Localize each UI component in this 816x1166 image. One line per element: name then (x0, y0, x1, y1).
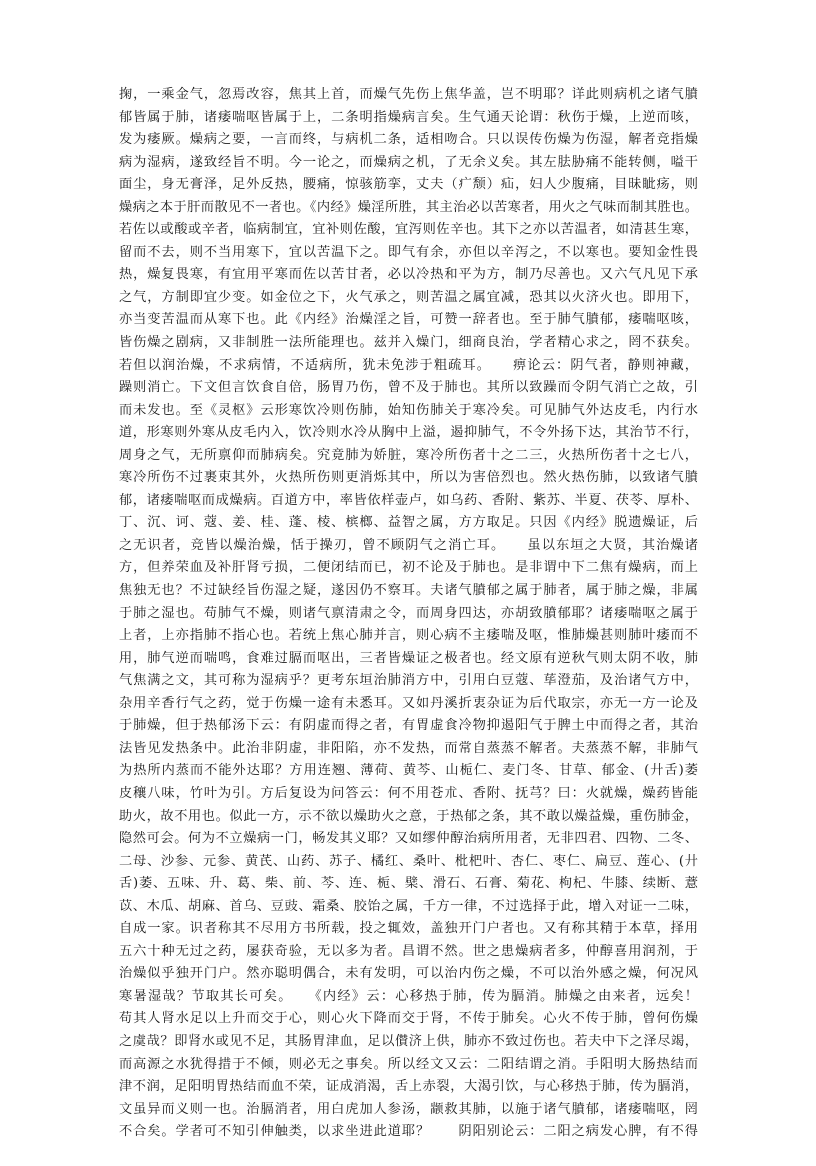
text-line: 苟其人肾水足以上升而交于心，则心火下降而交于肾，不传于肺矣。心火不传于肺，曾何伤燥 (119, 1011, 698, 1027)
text-line: 二母、沙参、元参、黄芪、山药、苏子、橘红、桑叶、枇杷叶、杏仁、枣仁、扁豆、莲心、(廾 (119, 853, 698, 869)
text-line: 助火，故不用也。似此一方，示不欲以燥助火之意，于热郁之条，其不敢以燥益燥，重伤肺金， (119, 808, 698, 824)
text-line: 燥病之本于肝而散见不一者也。《内经》燥淫所胜，其主治必以苦寒者，用火之气味而制其胜也。 (119, 199, 698, 215)
text-line: 治燥似乎独开门户。然亦聪明偶合，未有发明，可以治内伤之燥，不可以治外感之燥，何况风 (119, 966, 698, 982)
text-line: 上者，上亦指肺不指心也。若统上焦心肺并言，则心病不主痿喘及呕，惟肺燥甚则肺叶痿而不 (119, 628, 698, 644)
text-line: 津不润，足阳明胃热结而血不荣，证成消渴，舌上赤裂，大渴引饮，与心移热于肺，传为膈消， (119, 1079, 698, 1095)
text-line: 郁皆属于肺，诸痿喘呕皆属于上，二条明指燥病言矣。生气通天论谓：秋伤于燥，上逆而咳， (119, 109, 698, 125)
text-line: 躁则消亡。下文但言饮食自倍，肠胃乃伤，曾不及于肺也。其所以致躁而令阴气消亡之故，引 (119, 380, 698, 396)
text-line: 寒暑湿哉？节取其长可矣。 《内经》云：心移热于肺，传为膈消。肺燥之由来者，远矣！ (119, 988, 698, 1004)
text-line: 于肺之湿也。苟肺气不燥，则诸气禀清肃之令，而周身四达，亦胡致膹郁耶？诸痿喘呕之属于 (119, 605, 698, 621)
text-line: 留而不去，则不当用寒下，宜以苦温下之。即气有余，亦但以辛泻之，不以寒也。要知金性畏 (119, 244, 698, 260)
text-line: 掬，一乘金气，忽焉改容，焦其上首，而燥气先伤上焦华盖，岂不明耶？详此则病机之诸气膹 (119, 87, 698, 102)
text-line: 用，肺气逆而喘鸣，食难过膈而呕出，三者皆燥证之极者也。经文原有逆秋气则太阴不收，肺 (119, 650, 698, 666)
text-line: 自成一家。识者称其不尽用方书所载，投之辄效，盖独开门户者也。又有称其精于本草，择用 (119, 921, 698, 937)
text-line: 丁、沉、诃、蔻、姜、桂、蓬、棱、槟榔、益智之属，方方取足。只因《内经》脱遗燥证，后 (119, 515, 698, 531)
text-line: 若但以润治燥，不求病情，不适病所，犹未免涉于粗疏耳。 痹论云：阴气者，静则神藏， (119, 357, 698, 373)
text-line: 隐然可会。何为不立燥病一门，畅发其义耶？又如缪仲醇治病所用者，无非四君、四物、二冬、 (119, 831, 698, 847)
text-line: 舌)萎、五味、升、葛、柴、前、芩、连、栀、檗、滑石、石膏、菊花、枸杞、牛膝、续断、薏 (119, 876, 698, 892)
text-line: 苡、木瓜、胡麻、首乌、豆豉、霜桑、胶饴之属，千方一律，不过选择于此，增入对证一二味， (119, 898, 698, 914)
text-line: 之气，方制即宜少变。如金位之下，火气承之，则苦温之属宜减，恐其以火济火也。即用下， (119, 289, 698, 305)
text-line: 不合矣。学者可不知引伸触类，以求坐进此道耶？ 阴阳别论云：二阳之病发心脾，有不得 (119, 1124, 698, 1140)
text-line: 杂用辛香行气之药，觉于伤燥一途有未悉耳。又如丹溪折衷杂证为后代取宗，亦无一方一论及 (119, 695, 698, 711)
text-line: 焦独无也？不过缺经旨伤湿之疑，遂因仍不察耳。夫诸气膹郁之属于肺者，属于肺之燥，非属 (119, 583, 698, 599)
text-line: 发为痿厥。燥病之要，一言而终，与病机二条，适相吻合。只以误传伤燥为伤湿，解者竞指燥 (119, 132, 698, 148)
text-line (119, 1144, 698, 1166)
text-line: 若佐以或酸或辛者，临病制宜，宜补则佐酸，宜泻则佐辛也。其下之亦以苦温者，如清甚生寒， (119, 222, 698, 238)
text-line: 气焦满之文，其可称为湿病乎？更考东垣治肺消方中，引用白豆蔻、荜澄茄，及治诸气方中， (119, 673, 698, 689)
text-line: 面尘，身无膏泽，足外反热，腰痛，惊骇筋挛，丈夫（疒颓）疝，妇人少腹痛，目昧眦疡，则 (119, 177, 698, 193)
text-line: 热，燥复畏寒，有宜用平寒而佐以苦甘者，必以冷热和平为方，制乃尽善也。又六气凡见下承 (119, 267, 698, 283)
text-line: 五六十种无过之药，屡获奇验，无以多为者。昌谓不然。世之患燥病者多，仲醇喜用润剂，于 (119, 943, 698, 959)
document-page (119, 84, 698, 1166)
text-line: 道，形寒则外寒从皮毛内入，饮冷则水冷从胸中上溢，遏抑肺气，不令外扬下达，其治节不行， (119, 425, 698, 441)
text-line: 之虞哉？即肾水或见不足，其肠胃津血，足以儧济上供，肺亦不致过伤也。若夫中下之泽尽竭， (119, 1033, 698, 1049)
text-line: 而未发也。至《灵枢》云形寒饮冷则伤肺，始知伤肺关于寒冷矣。可见肺气外达皮毛，内行水 (119, 402, 698, 418)
text-line: 而高源之水犹得措于不倾，则必无之事矣。所以经文又云：二阳结谓之消。手阳明大肠热结而 (119, 1056, 698, 1072)
text-line: 寒冷所伤不过裹束其外，火热所伤则更消烁其中，所以为害倍烈也。然火热伤肺，以致诸气膹 (119, 470, 698, 486)
text-line: 方，但养荣血及补肝肾亏损，二便闭结而已，初不论及于肺也。是非谓中下二焦有燥病，而上 (119, 560, 698, 576)
text-line: 病为湿病，遂致经旨不明。今一论之，而燥病之机，了无余义矣。其左胠胁痛不能转侧，嗌干 (119, 154, 698, 170)
text-line: 于肺燥，但于热郁汤下云：有阴虚而得之者，有胃虚食冷物抑遏阳气于脾土中而得之者，其治 (119, 718, 698, 734)
text-line: 之无识者，竞皆以燥治燥，恬于操刃，曾不顾阴气之消亡耳。 虽以东垣之大贤，其治燥诸 (119, 537, 698, 553)
text-line: 亦当变苦温而从寒下也。此《内经》治燥淫之旨，可赞一辞者也。至于肺气膹郁，痿喘呕咳， (119, 312, 698, 328)
text-line: 郁，诸痿喘呕而成燥病。百道方中，率皆依样壶卢，如乌药、香附、紫苏、半夏、茯苓、厚朴、 (119, 492, 698, 508)
text-line: 皮穰八味，竹叶为引。方后复设为问答云：何不用苍朮、香附、抚芎？曰：火就燥，燥药皆能 (119, 785, 698, 801)
text-line: 法皆见发热条中。此治非阴虚，非阳陷，亦不发热，而常自蒸蒸不解者。夫蒸蒸不解，非肺气 (119, 740, 698, 756)
text-line: 为热所内蒸而不能外达耶？方用连翘、薄荷、黄芩、山栀仁、麦门冬、甘草、郁金、(廾舌)萎 (119, 763, 698, 779)
text-line: 皆伤燥之剧病，又非制胜一法所能理也。兹并入燥门，细商良治，学者精心求之，罔不获矣。 (119, 335, 698, 351)
text-line: 文虽异而义则一也。治膈消者，用白虎加人参汤，颛救其肺，以施于诸气膹郁，诸痿喘呕，罔 (119, 1101, 698, 1117)
text-line: 周身之气，无所禀仰而肺病矣。究竟肺为娇脏，寒冷所伤者十之二三，火热所伤者十之七八， (119, 447, 698, 463)
